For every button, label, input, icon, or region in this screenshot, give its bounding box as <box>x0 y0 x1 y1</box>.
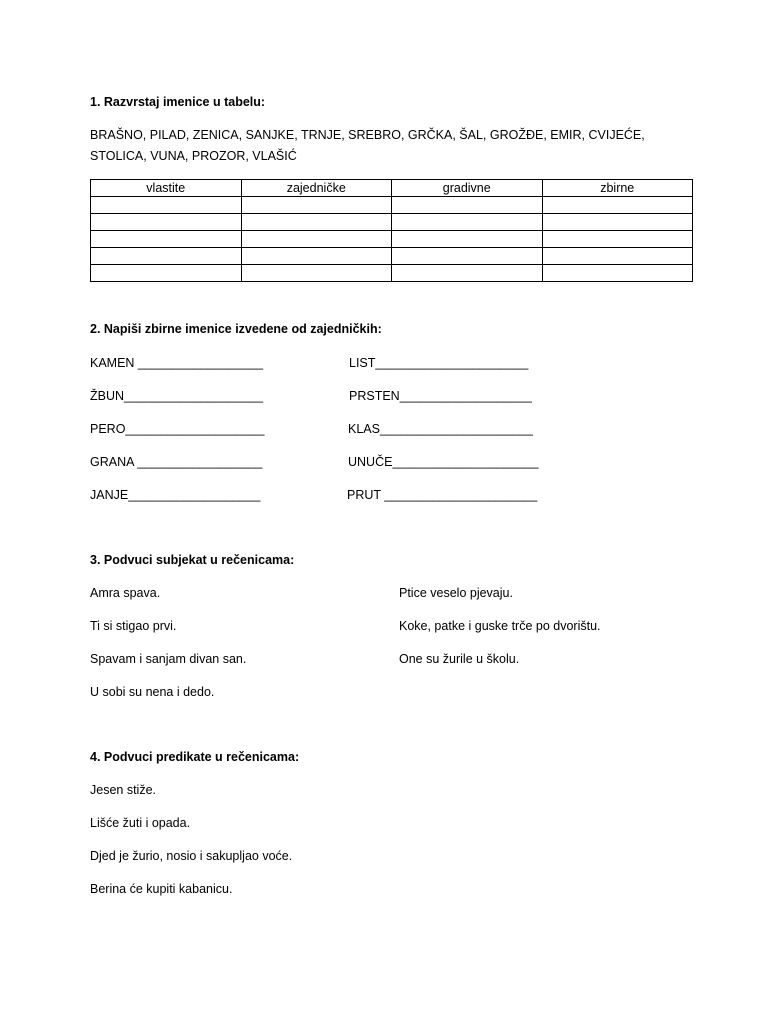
task2-right-item-prut: PRUT ______________________ <box>347 488 538 502</box>
task4-sentence: Djed je žurio, nosio i sakupljao voće. <box>90 849 293 863</box>
table-cell[interactable] <box>542 214 693 231</box>
task3-sentence: One su žurile u školu. <box>399 652 520 666</box>
classification-table <box>90 179 693 282</box>
task2-right-item-klas: KLAS______________________ <box>348 422 533 436</box>
task3-sentence: Spavam i sanjam divan san. <box>90 652 247 666</box>
task2-left-item-kamen: KAMEN __________________ <box>90 356 264 370</box>
task2-left-item-zbun: ŽBUN____________________ <box>90 389 264 403</box>
table-row <box>91 231 693 248</box>
task3-sentence: U sobi su nena i dedo. <box>90 685 215 699</box>
task2-left-item-grana: GRANA __________________ <box>90 455 263 469</box>
table-cell[interactable] <box>241 197 392 214</box>
task1-heading: 1. Razvrstaj imenice u tabelu: <box>90 95 266 109</box>
table-cell[interactable] <box>392 197 543 214</box>
table-cell[interactable] <box>542 248 693 265</box>
table-cell[interactable] <box>91 231 242 248</box>
table-cell[interactable] <box>542 231 693 248</box>
task4-sentence: Jesen stiže. <box>90 783 157 797</box>
column-header-zajednicke: zajedničke <box>241 180 392 197</box>
task3-sentence: Koke, patke i guske trče po dvorištu. <box>399 619 601 633</box>
column-header-gradivne: gradivne <box>392 180 543 197</box>
table-cell[interactable] <box>392 265 543 282</box>
table-cell[interactable] <box>542 265 693 282</box>
table-cell[interactable] <box>91 197 242 214</box>
task2-left-item-janje: JANJE___________________ <box>90 488 261 502</box>
task3-sentence: Ptice veselo pjevaju. <box>399 586 513 600</box>
table-cell[interactable] <box>392 248 543 265</box>
table-cell[interactable] <box>91 265 242 282</box>
table-cell[interactable] <box>241 248 392 265</box>
task1-word-list: BRAŠNO, PILAD, ZENICA, SANJKE, TRNJE, SREBRO, GRČKA, ŠAL, GROŽĐE, EMIR, CVIJEĆE, STOLICA, VUNA, PROZOR, VLAŠIĆ <box>90 128 645 163</box>
task4-heading: 4. Podvuci predikate u rečenicama: <box>90 750 300 764</box>
column-header-vlastite: vlastite <box>91 180 242 197</box>
table-row <box>91 265 693 282</box>
table-cell[interactable] <box>241 231 392 248</box>
task3-sentence: Ti si stigao prvi. <box>90 619 177 633</box>
table-cell[interactable] <box>392 231 543 248</box>
task2-left-item-pero: PERO____________________ <box>90 422 265 436</box>
task2-right-item-list: LIST______________________ <box>349 356 529 370</box>
task2-heading: 2. Napiši zbirne imenice izvedene od zajedničkih: <box>90 322 382 336</box>
table-cell[interactable] <box>91 214 242 231</box>
table-cell[interactable] <box>392 214 543 231</box>
task4-sentence: Lišće žuti i opada. <box>90 816 191 830</box>
task2-right-item-unuce: UNUČE_____________________ <box>348 455 539 469</box>
table-row <box>91 248 693 265</box>
table-header-row <box>91 180 693 197</box>
task2-right-item-prsten: PRSTEN___________________ <box>349 389 532 403</box>
table-cell[interactable] <box>542 197 693 214</box>
table-cell[interactable] <box>91 248 242 265</box>
column-header-zbirne: zbirne <box>542 180 693 197</box>
task3-sentence: Amra spava. <box>90 586 161 600</box>
task3-heading: 3. Podvuci subjekat u rečenicama: <box>90 553 295 567</box>
table-row <box>91 214 693 231</box>
table-row <box>91 197 693 214</box>
table-cell[interactable] <box>241 265 392 282</box>
task4-sentence: Berina će kupiti kabanicu. <box>90 882 233 896</box>
table-cell[interactable] <box>241 214 392 231</box>
